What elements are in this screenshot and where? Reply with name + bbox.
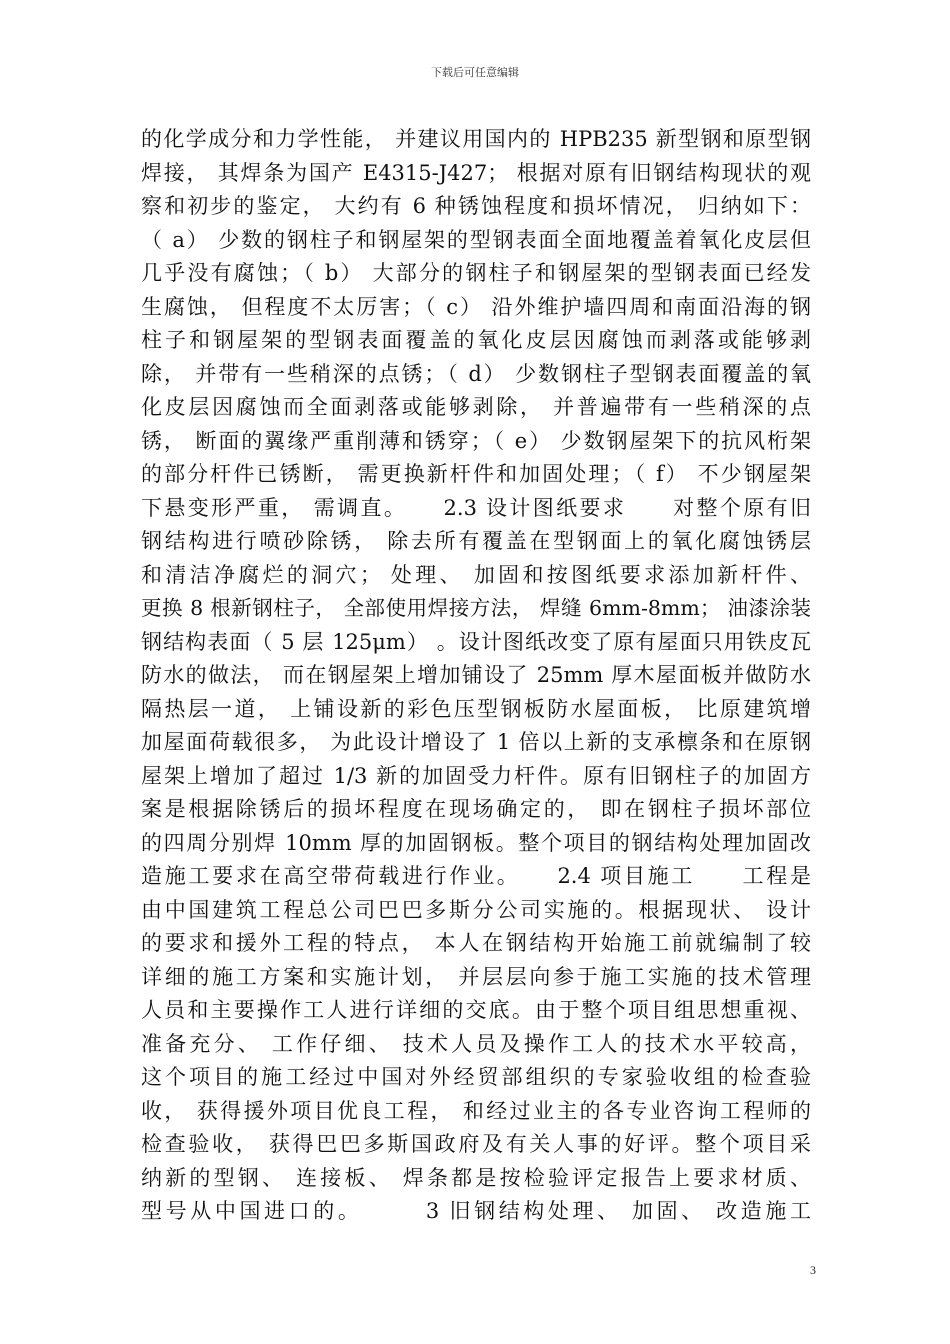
body-text-line: 准备充分、 工作仔细、 技术人员及操作工人的技术水平较高，	[141, 1031, 811, 1056]
body-text-line: 焊接， 其焊条为国产 E4315-J427； 根据对原有旧钢结构现状的观	[141, 160, 811, 185]
body-text-line: 收， 获得援外项目优良工程， 和经过业主的各专业咨询工程师的	[141, 1098, 811, 1123]
document-body	[141, 123, 811, 1229]
body-text-line: 下悬变形严重， 需调直。 2.3 设计图纸要求 对整个原有旧	[141, 495, 811, 520]
body-text-line: 的部分杆件已锈断， 需更换新杆件和加固处理；（ f） 不少钢屋架	[141, 462, 811, 486]
body-text-line: 的四周分别焊 10mm 厚的加固钢板。整个项目的钢结构处理加固改	[141, 830, 811, 855]
body-text-line: 的要求和援外工程的特点， 本人在钢结构开始施工前就编制了较	[141, 931, 811, 955]
body-text-line: 察和初步的鉴定， 大约有 6 种锈蚀程度和损坏情况， 归纳如下：	[141, 194, 811, 218]
body-text-line: 纳新的型钢、 连接板、 焊条都是按检验评定报告上要求材质、	[141, 1165, 811, 1190]
page-number: 3	[810, 1263, 816, 1277]
body-text-line: 更换 8 根新钢柱子， 全部使用焊接方法， 焊缝 6mm-8mm； 油漆涂装	[141, 596, 811, 620]
body-text-line: 锈， 断面的翼缘严重削薄和锈穿；（ e） 少数钢屋架下的抗风桁架	[141, 428, 811, 453]
body-text-line: 柱子和钢屋架的型钢表面覆盖的氧化皮层因腐蚀而剥落或能够剥	[141, 328, 811, 352]
body-text-line: 化皮层因腐蚀而全面剥落或能够剥除， 并普遍带有一些稍深的点	[141, 395, 811, 419]
body-text-line: 几乎没有腐蚀；（ b） 大部分的钢柱子和钢屋架的型钢表面已经发	[141, 261, 811, 285]
body-text-line: 人员和主要操作工人进行详细的交底。由于整个项目组思想重视、	[141, 998, 811, 1022]
body-text-line: 生腐蚀， 但程度不太厉害；（ c） 沿外维护墙四周和南面沿海的钢	[141, 294, 811, 319]
body-text-line: 型号从中国进口的。 3 旧钢结构处理、 加固、 改造施工	[141, 1199, 811, 1223]
body-text-line: 检查验收， 获得巴巴多斯国政府及有关人事的好评。整个项目采	[141, 1132, 811, 1156]
body-text-line: 这个项目的施工经过中国对外经贸部组织的专家验收组的检查验	[141, 1065, 811, 1089]
body-text-line: 隔热层一道， 上铺设新的彩色压型钢板防水屋面板， 比原建筑增	[141, 696, 811, 721]
body-text-line: 详细的施工方案和实施计划， 并层层向参于施工实施的技术管理	[141, 964, 811, 989]
body-text-line: 的化学成分和力学性能， 并建议用国内的 HPB235 新型钢和原型钢	[141, 127, 811, 151]
body-text-line: 由中国建筑工程总公司巴巴多斯分公司实施的。根据现状、 设计	[141, 897, 811, 922]
body-text-line: 和清洁净腐烂的洞穴； 处理、 加固和按图纸要求添加新杆件、	[141, 562, 811, 587]
body-text-line: 钢结构进行喷砂除锈， 除去所有覆盖在型钢面上的氧化腐蚀锈层	[141, 529, 811, 553]
body-text-line: 屋架上增加了超过 1/3 新的加固受力杆件。原有旧钢柱子的加固方	[141, 763, 811, 788]
body-text-line: 防水的做法， 而在钢屋架上增加铺设了 25mm 厚木屋面板并做防水	[141, 663, 811, 687]
body-text-line: 除， 并带有一些稍深的点锈；（ d） 少数钢柱子型钢表面覆盖的氧	[141, 361, 811, 386]
page-header: 下载后可任意编辑	[431, 66, 519, 79]
body-text-line: 加屋面荷载很多， 为此设计增设了 1 倍以上新的支承檩条和在原钢	[141, 730, 811, 754]
body-text-line: 案是根据除锈后的损坏程度在现场确定的， 即在钢柱子损坏部位	[141, 797, 811, 821]
body-text-line: 钢结构表面（ 5 层 125μm） 。设计图纸改变了原有屋面只用铁皮瓦	[141, 629, 811, 654]
body-text-line: 造施工要求在高空带荷载进行作业。 2.4 项目施工 工程是	[141, 864, 811, 888]
body-text-line: （ a） 少数的钢柱子和钢屋架的型钢表面全面地覆盖着氧化皮层但	[141, 227, 811, 252]
